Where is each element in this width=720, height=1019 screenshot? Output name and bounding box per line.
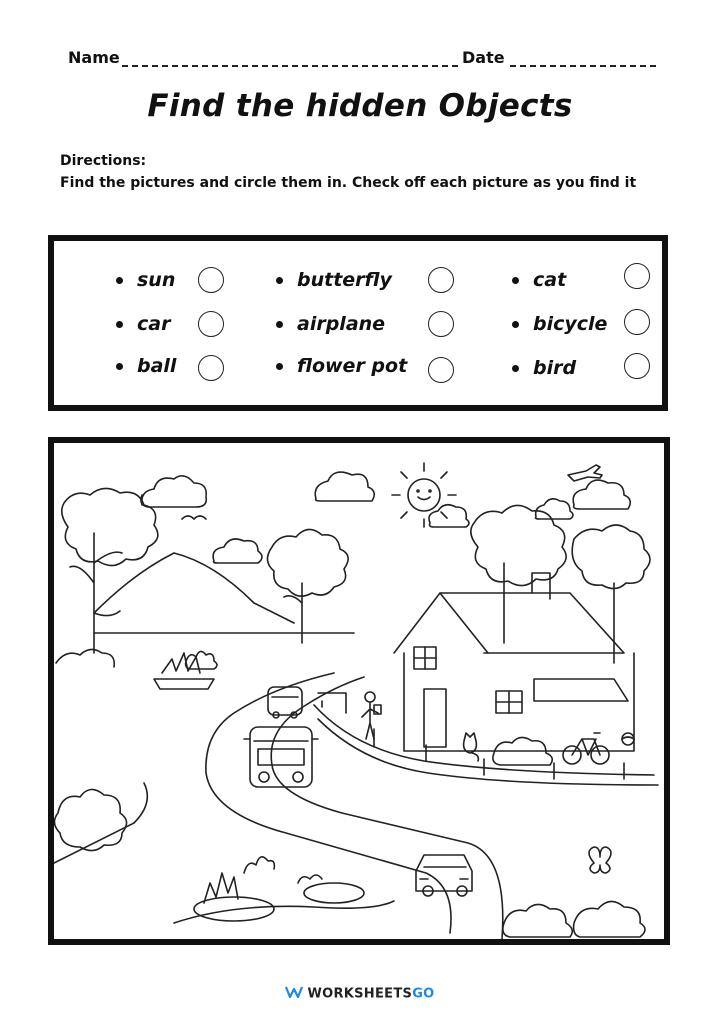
house-icon: [394, 573, 634, 751]
check-circle-bicycle[interactable]: [624, 309, 650, 335]
sun-icon: [392, 463, 469, 527]
bullet-icon: [116, 321, 123, 328]
bullet-icon: [276, 321, 283, 328]
check-circle-ball[interactable]: [198, 355, 224, 381]
checklist-label: sun: [137, 269, 176, 291]
bullet-icon: [116, 363, 123, 370]
pond-icon: [174, 857, 394, 923]
directions-text: Find the pictures and circle them in. Check off each picture as you find it: [60, 175, 637, 191]
checklist-box: [48, 235, 668, 411]
check-circle-cat[interactable]: [624, 263, 650, 289]
checklist-label: ball: [137, 355, 177, 377]
bird-icon: [182, 516, 206, 519]
person-icon: [362, 692, 381, 739]
checklist-label: butterfly: [297, 269, 392, 291]
checklist-item-bird: [512, 353, 576, 383]
check-circle-flower-pot[interactable]: [428, 357, 454, 383]
bullet-icon: [116, 277, 123, 284]
mountain-icon: [94, 553, 354, 633]
bus-icon: [244, 727, 318, 787]
bullet-icon: [512, 365, 519, 372]
worksheetsgo-logo-icon: [285, 986, 303, 1002]
footer-brand: [0, 986, 720, 1002]
tree-icon: [503, 901, 645, 937]
checklist-item-flower-pot: [276, 351, 407, 381]
date-field-line[interactable]: [510, 65, 656, 67]
bicycle-icon: [563, 733, 609, 764]
checklist-label: flower pot: [297, 355, 408, 377]
checklist-item-cat: [512, 265, 566, 295]
bullet-icon: [512, 321, 519, 328]
flower-pot-icon: [154, 651, 217, 689]
checklist-item-bicycle: [512, 309, 607, 339]
cat-icon: [464, 733, 479, 761]
directions-heading: Directions:: [60, 153, 147, 169]
cloud-icon: [315, 472, 374, 501]
tree-icon: [471, 505, 650, 663]
checklist-item-ball: [116, 351, 176, 381]
cloud-icon: [141, 476, 206, 507]
hidden-objects-scene[interactable]: [48, 437, 670, 945]
name-field-line[interactable]: [122, 65, 458, 67]
checklist-item-car: [116, 309, 170, 339]
header-row: [68, 48, 658, 76]
check-circle-airplane[interactable]: [428, 311, 454, 337]
checklist-item-sun: [116, 265, 175, 295]
check-circle-butterfly[interactable]: [428, 267, 454, 293]
cloud-icon: [536, 499, 574, 519]
checklist-label: bicycle: [533, 313, 608, 335]
brand-name-part1: WORKSHEETS: [307, 986, 413, 1002]
checklist-label: airplane: [297, 313, 386, 335]
date-label: Date: [462, 48, 505, 67]
checklist-item-airplane: [276, 309, 385, 339]
bullet-icon: [512, 277, 519, 284]
checklist-label: car: [137, 313, 171, 335]
checklist-label: cat: [533, 269, 567, 291]
check-circle-sun[interactable]: [198, 267, 224, 293]
directions-block: [60, 150, 660, 194]
cloud-icon: [573, 480, 630, 509]
bullet-icon: [276, 277, 283, 284]
page-title: Find the hidden Objects: [147, 88, 573, 124]
bush-icon: [54, 789, 126, 850]
tree-icon: [56, 488, 158, 667]
name-label: Name: [68, 48, 120, 67]
tree-icon: [267, 529, 348, 643]
checklist-item-butterfly: [276, 265, 392, 295]
ball-icon: [622, 733, 634, 745]
check-circle-bird[interactable]: [624, 353, 650, 379]
check-circle-car[interactable]: [198, 311, 224, 337]
bullet-icon: [276, 363, 283, 370]
butterfly-icon: [589, 847, 611, 873]
checklist-label: bird: [533, 357, 577, 379]
brand-name-part2: GO: [412, 986, 435, 1002]
cloud-icon: [213, 539, 262, 563]
airplane-icon: [568, 465, 602, 481]
